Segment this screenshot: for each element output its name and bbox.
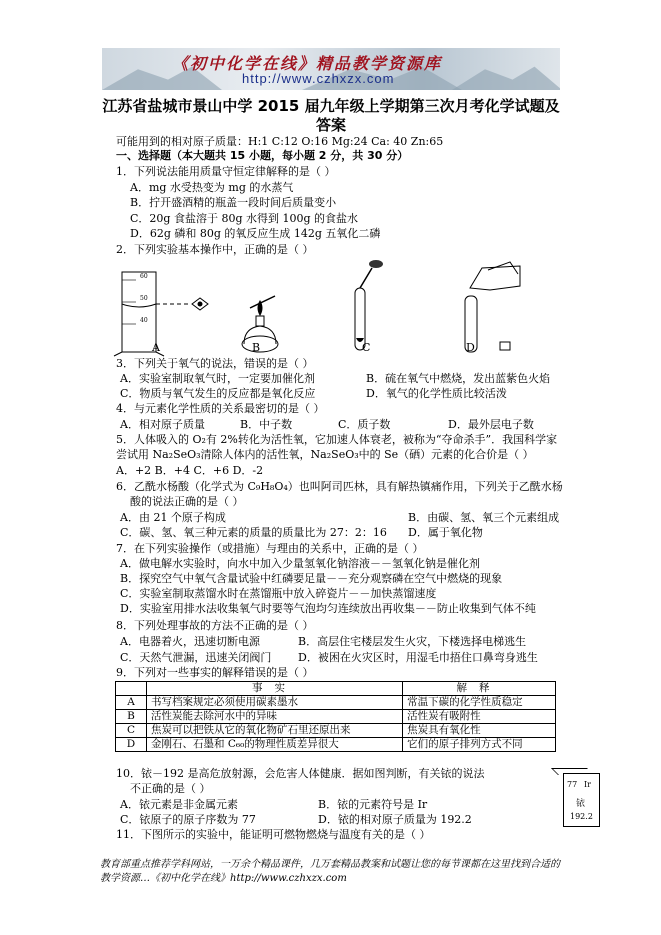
scale-label: 40 xyxy=(140,317,148,324)
element-symbol: Ir xyxy=(584,780,591,789)
table-cell: 常温下碳的化学性质稳定 xyxy=(403,696,556,710)
banner-url[interactable]: http://www.czhxzx.com xyxy=(242,71,395,86)
table-row xyxy=(116,724,556,738)
footer-line: 教育部重点推荐学科网站，一万余个精品课件，几万套精品教案和试题让您的每节课都在这里找到合适的 xyxy=(100,859,560,870)
mountain-decoration xyxy=(452,64,560,90)
header-banner xyxy=(102,48,560,90)
q7-option-b: B．探究空气中氧气含量试验中红磷要足量－－充分观察磷在空气中燃烧的现象 xyxy=(120,572,503,585)
q1-option-a: A．mg 水受热变为 mg 的水蒸气 xyxy=(130,181,294,194)
test-tube-dropper-figure xyxy=(355,260,383,350)
q6-option-a: A．由 21 个原子构成 xyxy=(120,511,226,524)
question-3: 3．下列关于氧气的说法，错误的是（ ） xyxy=(116,357,314,370)
q6-option-c: C．碳、氢、氧三种元素的质量的质量比为 27：2：16 xyxy=(120,526,387,539)
table-cell: 活性炭能去除河水中的异味 xyxy=(147,710,403,724)
question-2: 2．下列实验基本操作中，正确的是（ ） xyxy=(116,243,314,256)
question-5-continued: 尝试用 Na₂SeO₃清除人体内的活性氧，Na₂SeO₃中的 Se（硒）元素的化合价是（ ） xyxy=(116,448,534,461)
table-cell: D xyxy=(116,738,147,752)
q5-options: A．+2 B．+4 C．+6 D．-2 xyxy=(116,464,264,477)
q6-option-d: D．属于氧化物 xyxy=(408,526,483,539)
atomic-mass: 192.2 xyxy=(570,812,593,821)
table-header-row xyxy=(116,682,556,696)
question-1: 1．下列说法能用质量守恒定律解释的是（ ） xyxy=(116,165,336,178)
pouring-liquid-figure xyxy=(465,262,520,352)
q10-option-b: B．铱的元素符号是 Ir xyxy=(318,798,428,811)
q2-apparatus-figure xyxy=(110,258,540,358)
table-cell: A xyxy=(116,696,147,710)
q2-label-a: A xyxy=(152,341,160,354)
q7-option-a: A．做电解水实验时，向水中加入少量氢氧化钠溶液－－氢氧化钠是催化剂 xyxy=(120,557,480,570)
q10-option-a: A．铱元素是非金属元素 xyxy=(120,798,238,811)
q1-option-d: D．62g 磷和 80g 的氧反应生成 142g 五氧化二磷 xyxy=(130,227,381,240)
section-heading: 一、选择题（本大题共 15 小题，每小题 2 分，共 30 分） xyxy=(116,149,409,162)
q1-option-c: C．20g 食盐溶于 80g 水得到 100g 的食盐水 xyxy=(130,212,359,225)
q4-option-d: D．最外层电子数 xyxy=(448,418,534,431)
table-cell: 金刚石、石墨和 C₆₀的物理性质差异很大 xyxy=(147,738,403,752)
footer-line[interactable]: 教学资源…《初中化学在线》http://www.czhxzx.com xyxy=(100,873,347,884)
question-8: 8．下列处理事故的方法不正确的是（ ） xyxy=(116,619,314,632)
atomic-number: 77 xyxy=(567,780,578,789)
table-cell: 焦炭可以把铁从它的氧化物矿石里还原出来 xyxy=(147,724,403,738)
q2-label-c: C xyxy=(362,341,371,354)
q3-option-d: D．氧气的化学性质比较活泼 xyxy=(366,387,507,400)
question-10: 10．铱－192 是高危放射源，会危害人体健康．据如图判断，有关铱的说法 xyxy=(116,767,485,780)
graduated-cylinder-reading xyxy=(114,272,208,356)
q3-option-a: A．实验室制取氧气时，一定要加催化剂 xyxy=(120,372,315,385)
q2-label-d: D xyxy=(466,341,475,354)
q2-label-b: B xyxy=(252,341,261,354)
q7-option-d: D．实验室用排水法收集氧气时要等气泡均匀连续放出再收集－－防止收集到气体不纯 xyxy=(120,602,536,615)
table-row xyxy=(116,696,556,710)
table-cell: 活性炭有吸附性 xyxy=(403,710,556,724)
iridium-element-card xyxy=(563,773,600,827)
question-7: 7．在下列实验操作（或措施）与理由的关系中，正确的是（ ） xyxy=(116,542,424,555)
document-title: 江苏省盐城市景山中学 2015 届九年级上学期第三次月考化学试题及 xyxy=(102,97,560,115)
question-9: 9．下列对一些事实的解释错误的是（ ） xyxy=(116,666,314,679)
question-6: 6．乙酰水杨酸（化学式为 C₉H₈O₄）也叫阿司匹林，具有解热镇痛作用，下列关于乙酰水杨 xyxy=(116,480,563,493)
q8-option-c: C．天然气泄漏，迅速关闭阀门 xyxy=(120,651,272,664)
table-row xyxy=(116,738,556,752)
table-row xyxy=(116,710,556,724)
atomic-masses: 可能用到的相对原子质量：H:1 C:12 O:16 Mg:24 Ca: 40 Zn:65 xyxy=(116,135,444,148)
q10-option-d: D．铱的相对原子质量为 192.2 xyxy=(318,813,472,826)
q6-option-b: B．由碳、氢、氧三个元素组成 xyxy=(408,511,560,524)
document-title-continued: 答案 xyxy=(315,116,346,134)
question-11: 11．下图所示的实验中，能证明可燃物燃烧与温度有关的是（ ） xyxy=(116,828,431,841)
question-5: 5．人体吸入的 O₂有 2%转化为活性氧，它加速人体衰老，被称为“夺命杀手”．我国科学家 xyxy=(116,433,558,446)
q8-option-a: A．电器着火，迅速切断电源 xyxy=(120,635,260,648)
q3-option-c: C．物质与氧气发生的反应都是氧化反应 xyxy=(120,387,316,400)
q4-option-c: C．质子数 xyxy=(338,418,391,431)
q3-option-b: B．硫在氧气中燃烧，发出蓝紫色火焰 xyxy=(366,372,551,385)
table-cell: 它们的原子排列方式不同 xyxy=(403,738,556,752)
q10-option-c: C．铱原子的原子序数为 77 xyxy=(120,813,256,826)
q4-option-a: A．相对原子质量 xyxy=(120,418,205,431)
page-footer xyxy=(100,858,564,886)
q9-table xyxy=(115,681,556,752)
table-cell: 书写档案规定必须使用碳素墨水 xyxy=(147,696,403,710)
element-name: 铱 xyxy=(576,799,586,809)
table-header: 解释 xyxy=(403,682,556,696)
q4-option-b: B．中子数 xyxy=(240,418,293,431)
scale-label: 60 xyxy=(140,273,148,280)
table-cell: 焦炭具有氧化性 xyxy=(403,724,556,738)
question-4: 4．与元素化学性质的关系最密切的是（ ） xyxy=(116,402,325,415)
q8-option-d: D．被困在火灾区时，用湿毛巾捂住口鼻弯身逃生 xyxy=(298,651,538,664)
table-cell: C xyxy=(116,724,147,738)
scale-label: 50 xyxy=(140,295,148,302)
table-cell: B xyxy=(116,710,147,724)
q1-option-b: B．拧开盛酒精的瓶盖一段时间后质量变小 xyxy=(130,196,337,209)
question-6-continued: 酸的说法正确的是（ ） xyxy=(130,495,244,508)
question-10-continued: 不正确的是（ ） xyxy=(130,782,211,795)
table-header xyxy=(116,682,147,696)
q8-option-b: B．高层住宅楼层发生火灾，下楼选择电梯逃生 xyxy=(298,635,527,648)
q7-option-c: C．实验室制取蒸馏水时在蒸馏瓶中放入碎瓷片－－加快蒸馏速度 xyxy=(120,587,437,600)
table-header: 事实 xyxy=(147,682,403,696)
banner-title: 《初中化学在线》精品教学资源库 xyxy=(172,54,443,73)
